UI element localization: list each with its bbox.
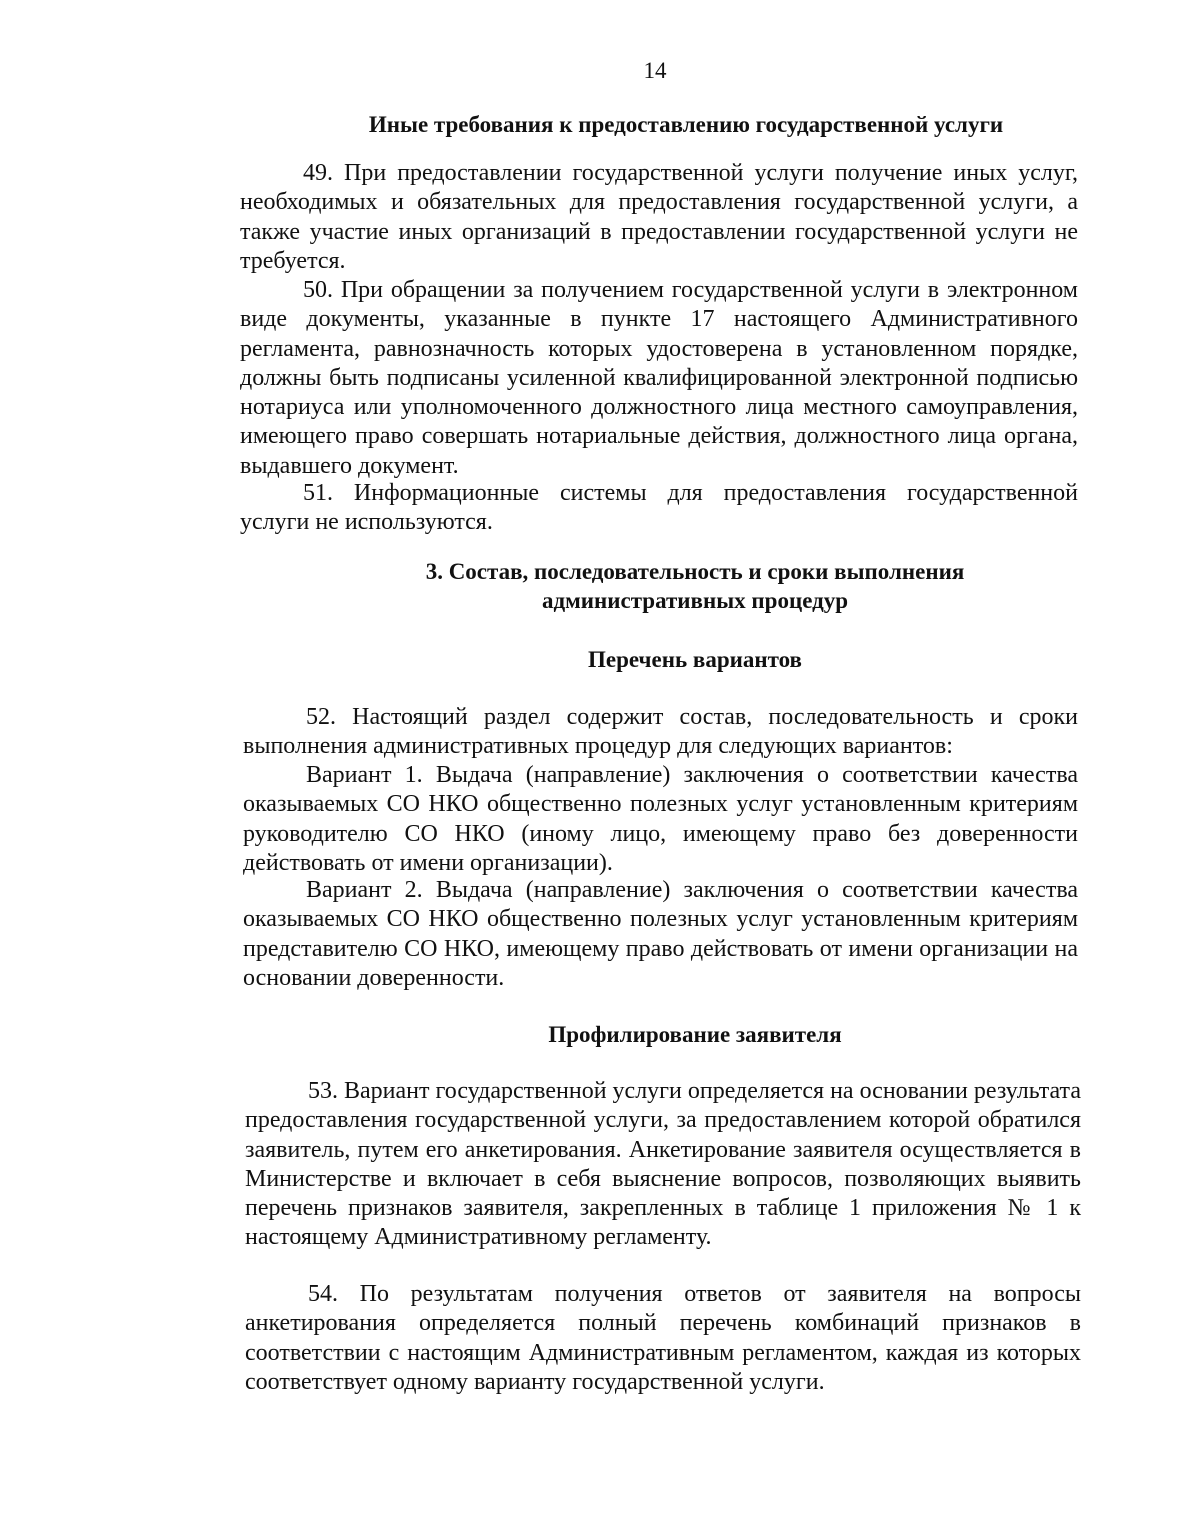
page-number: 14 xyxy=(643,58,667,83)
heading-section-3-line-1: 3. Состав, последовательность и сроки выполнения xyxy=(425,559,965,584)
paragraph-51: 51. Информационные системы для предоставления государственной услуги не используются. xyxy=(240,480,1078,536)
heading-section-3-line-2: административных процедур xyxy=(541,588,849,613)
paragraph-variant-1: Вариант 1. Выдача (направление) заключения о соответствии качества оказываемых СО НКО общественно полезных услуг установленным критериям руководителю СО НКО (иному лицо, имеющему право без доверенности действовать от имени организации). xyxy=(243,762,1078,876)
paragraph-50: 50. При обращении за получением государственной услуги в электронном виде документы, указанные в пункте 17 настоящего Административного регламента, равнозначность которых удостоверена в установленном порядке, должны быть подписаны усиленной квалифицированной электронной подписью нотариуса или уполномоченного должностного лица местного самоуправления, имеющего право совершать нотариальные действия, должностного лица органа, выдавшего документ. xyxy=(240,277,1078,479)
paragraph-52: 52. Настоящий раздел содержит состав, последовательность и сроки выполнения административных процедур для следующих вариантов: xyxy=(243,704,1078,760)
heading-other-requirements: Иные требования к предоставлению государственной услуги xyxy=(368,112,1004,137)
heading-section-3 xyxy=(380,557,1010,615)
paragraph-49: 49. При предоставлении государственной услуги получение иных услуг, необходимых и обязательных для предоставления государственной услуги, а также участие иных организаций в предоставлении государственной услуги не требуется. xyxy=(240,160,1078,274)
paragraph-53: 53. Вариант государственной услуги определяется на основании результата предоставления государственной услуги, за предоставлением которой обратился заявитель, путем его анкетирования. Анкетирование заявителя осуществляется в Министерстве и включает в себя выяснение вопросов, позволяющих выявить перечень признаков заявителя, закрепленных в таблице 1 приложения № 1 к настоящему Административному регламенту. xyxy=(245,1078,1081,1251)
paragraph-variant-2: Вариант 2. Выдача (направление) заключения о соответствии качества оказываемых СО НКО общественно полезных услуг установленным критериям представителю СО НКО, имеющему право действовать от имени организации на основании доверенности. xyxy=(243,877,1078,991)
heading-variants-list: Перечень вариантов xyxy=(588,647,802,672)
paragraph-54: 54. По результатам получения ответов от заявителя на вопросы анкетирования определяется полный перечень комбинаций признаков в соответствии с настоящим Административным регламентом, каждая из которых соответствует одному варианту государственной услуги. xyxy=(245,1281,1081,1395)
heading-applicant-profiling: Профилирование заявителя xyxy=(548,1022,842,1047)
